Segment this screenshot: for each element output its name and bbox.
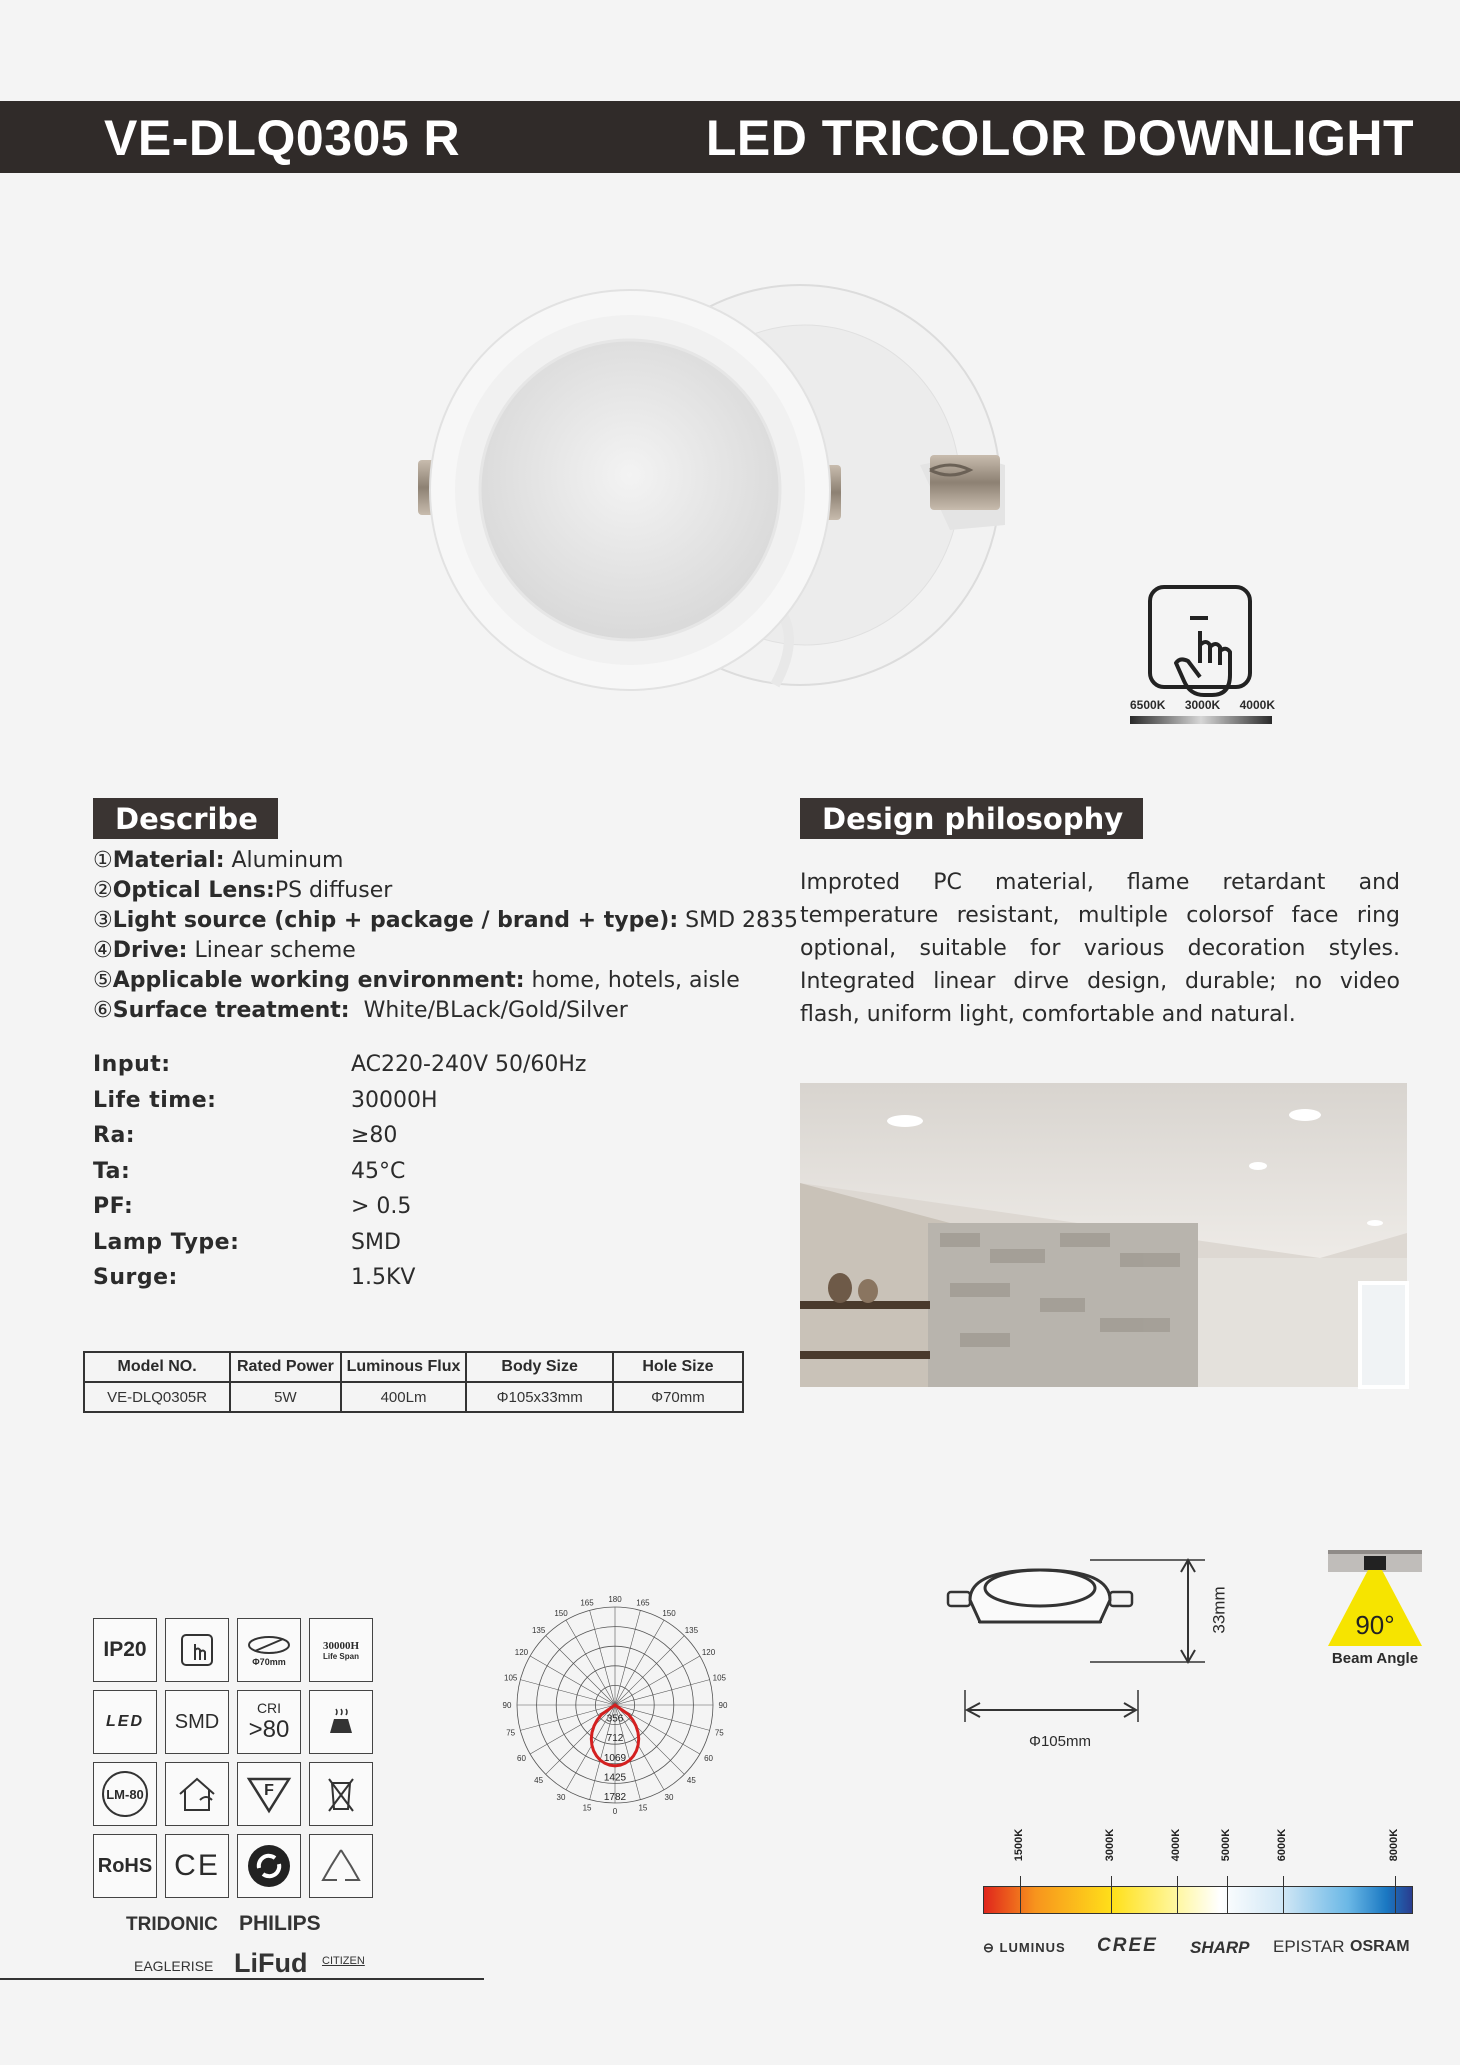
polar-spoke	[530, 1656, 615, 1705]
polar-angle-label: 105	[504, 1673, 518, 1683]
brand-tridonic: TRIDONIC	[126, 1914, 218, 1935]
describe-heading: Describe	[93, 798, 278, 839]
polar-angle-label: 120	[514, 1648, 529, 1657]
polar-angle-label: 30	[664, 1792, 674, 1802]
beam-angle-label: Beam Angle	[1331, 1650, 1419, 1667]
polar-spoke	[546, 1636, 615, 1705]
polar-angle-label: 15	[582, 1803, 592, 1813]
cct-tick	[1020, 1876, 1021, 1914]
spec-row: Lamp Type: SMD	[93, 1229, 401, 1255]
polar-spoke	[615, 1680, 710, 1705]
polar-angle-label: 60	[517, 1754, 526, 1763]
polar-ring-label: 1782	[603, 1792, 627, 1803]
feature-item: ①Material: Aluminum	[93, 848, 344, 873]
polar-ring-label: 712	[606, 1733, 624, 1745]
temp-gradient-bar	[1130, 716, 1272, 724]
polar-angle-label: 90	[718, 1701, 728, 1710]
spec-row: Surge: 1.5KV	[93, 1265, 416, 1290]
design-text: Improted PC material, flame retardant and temperature resistant, multiple colorsof face ring optional, suitable for various decoration styles. Integrated linear dirve design, durable; no video flash, uniform light, comfortable and natural.	[800, 870, 1400, 1027]
polar-spoke	[615, 1656, 700, 1705]
polar-ring-label: 1069	[603, 1752, 627, 1764]
table-header-row: Model NO. Rated Power Luminous Flux Body Size Hole Size	[84, 1352, 743, 1382]
header-bar	[0, 101, 1460, 173]
brand-sharp: SHARP	[1190, 1938, 1250, 1957]
feature-item: ③Light source (chip + package / brand + type): SMD 2835	[93, 908, 799, 933]
beam-angle-value: 90°	[1355, 1610, 1395, 1640]
color-switch-graphic	[1130, 583, 1275, 728]
lm80-icon: LM-80	[93, 1762, 157, 1826]
temp-label-2: 3000K	[1184, 698, 1221, 712]
touch-switch-icon	[165, 1618, 229, 1682]
spec-row: Life time: 30000H	[93, 1087, 438, 1113]
cct-tick	[1395, 1876, 1396, 1914]
green-dot-icon	[237, 1834, 301, 1898]
weee-bin-icon	[309, 1762, 373, 1826]
polar-ring-label: 356	[606, 1713, 624, 1725]
polar-spoke	[520, 1680, 615, 1705]
cct-scale	[983, 1820, 1413, 1920]
polar-angle-label: 75	[714, 1728, 724, 1738]
polar-angle-label: 105	[712, 1673, 726, 1683]
polar-spoke	[615, 1620, 664, 1705]
polar-angle-label: 135	[684, 1626, 699, 1636]
rohs-icon: RoHS	[93, 1834, 157, 1898]
polar-angle-label: 120	[701, 1648, 716, 1657]
heat-sink-icon	[309, 1690, 373, 1754]
spec-row: PF: > 0.5	[93, 1194, 412, 1219]
polar-angle-label: 0	[612, 1807, 618, 1816]
brand-epistar: EPISTAR	[1273, 1937, 1345, 1956]
model-number: VE-DLQ0305 R	[104, 110, 461, 166]
cct-gradient-bar	[983, 1886, 1413, 1914]
hand-switch-icon	[1130, 583, 1275, 693]
height-dimension: 33mm	[1210, 1586, 1230, 1634]
spec-row: Ra: ≥80	[93, 1123, 398, 1148]
cri-icon: CRI >80	[237, 1690, 301, 1754]
polar-angle-label: 30	[556, 1792, 566, 1802]
brand-luminus: ⊖ LUMINUS	[983, 1940, 1066, 1955]
brand-cree: CREE	[1097, 1935, 1158, 1956]
design-heading: Design philosophy	[800, 798, 1143, 839]
brand-philips: PHILIPS	[239, 1912, 321, 1935]
ce-mark-icon: CE	[165, 1834, 229, 1898]
footer-rule-left	[0, 1978, 484, 1980]
polar-ring-label: 1425	[603, 1772, 627, 1784]
feature-item: ⑤Applicable working environment: home, hotels, aisle	[93, 968, 740, 993]
polar-angle-label: 165	[580, 1598, 594, 1608]
cct-label: 4000K	[1170, 1828, 1182, 1862]
hole-size-icon: Φ70mm	[237, 1618, 301, 1682]
interior-photo	[800, 1083, 1407, 1387]
brand-eaglerise: EAGLERISE	[134, 1958, 214, 1974]
cct-label: 6000K	[1276, 1828, 1288, 1862]
polar-angle-label: 150	[662, 1609, 676, 1619]
polar-spoke	[615, 1610, 640, 1705]
smd-icon: SMD	[165, 1690, 229, 1754]
polar-angle-label: 135	[531, 1626, 546, 1636]
brand-osram: OSRAM	[1350, 1938, 1410, 1955]
brand-lifud: LiFud	[234, 1948, 308, 1978]
polar-angle-label: 75	[506, 1728, 516, 1738]
feature-item: ②Optical Lens:PS diffuser	[93, 878, 393, 903]
temp-label-3: 4000K	[1239, 698, 1275, 712]
brand-citizen: CITIZEN	[322, 1955, 365, 1967]
polar-angle-label: 60	[704, 1754, 713, 1763]
polar-angle-label: 180	[608, 1595, 622, 1604]
temp-label-1: 6500K	[1130, 698, 1166, 712]
polar-angle-label: 15	[638, 1803, 648, 1813]
polar-angle-label: 45	[686, 1775, 696, 1785]
spec-row: Ta: 45°C	[93, 1158, 406, 1184]
indoor-house-icon	[165, 1762, 229, 1826]
dimension-drawing	[940, 1550, 1240, 1760]
spec-row: Input: AC220-240V 50/60Hz	[93, 1052, 587, 1077]
cct-label: 8000K	[1388, 1828, 1400, 1862]
led-icon: LED	[93, 1690, 157, 1754]
f-mark-icon: F	[237, 1762, 301, 1826]
cct-tick	[1283, 1876, 1284, 1914]
spec-list	[93, 1052, 653, 1301]
light-distribution-polar	[490, 1595, 740, 1816]
model-table	[83, 1351, 744, 1413]
polar-angle-label: 90	[502, 1701, 512, 1710]
cct-tick	[1227, 1876, 1228, 1914]
life-span-icon: 30000H Life Span	[309, 1618, 373, 1682]
feature-item: ⑥Surface treatment: White/BLack/Gold/Silver	[93, 998, 628, 1023]
polar-spoke	[590, 1610, 615, 1705]
polar-spoke	[566, 1620, 615, 1705]
cct-label: 3000K	[1104, 1828, 1116, 1862]
diameter-dimension: Φ105mm	[1029, 1733, 1091, 1750]
product-photo	[410, 280, 1030, 700]
polar-angle-label: 165	[636, 1598, 650, 1608]
feature-item: ④Drive: Linear scheme	[93, 938, 356, 963]
ip20-icon: IP20	[93, 1618, 157, 1682]
polar-angle-label: 150	[554, 1609, 568, 1619]
table-row: VE-DLQ0305R 5W 400Lm Φ105x33mm Φ70mm	[84, 1382, 743, 1412]
cct-label: 1500K	[1013, 1828, 1025, 1862]
recycle-icon	[309, 1834, 373, 1898]
polar-angle-label: 45	[534, 1775, 544, 1785]
feature-list	[93, 846, 798, 1026]
cct-tick	[1177, 1876, 1178, 1914]
cct-tick	[1111, 1876, 1112, 1914]
product-title: LED TRICOLOR DOWNLIGHT	[705, 110, 1414, 166]
cct-label: 5000K	[1220, 1828, 1232, 1862]
polar-spoke	[615, 1636, 684, 1705]
